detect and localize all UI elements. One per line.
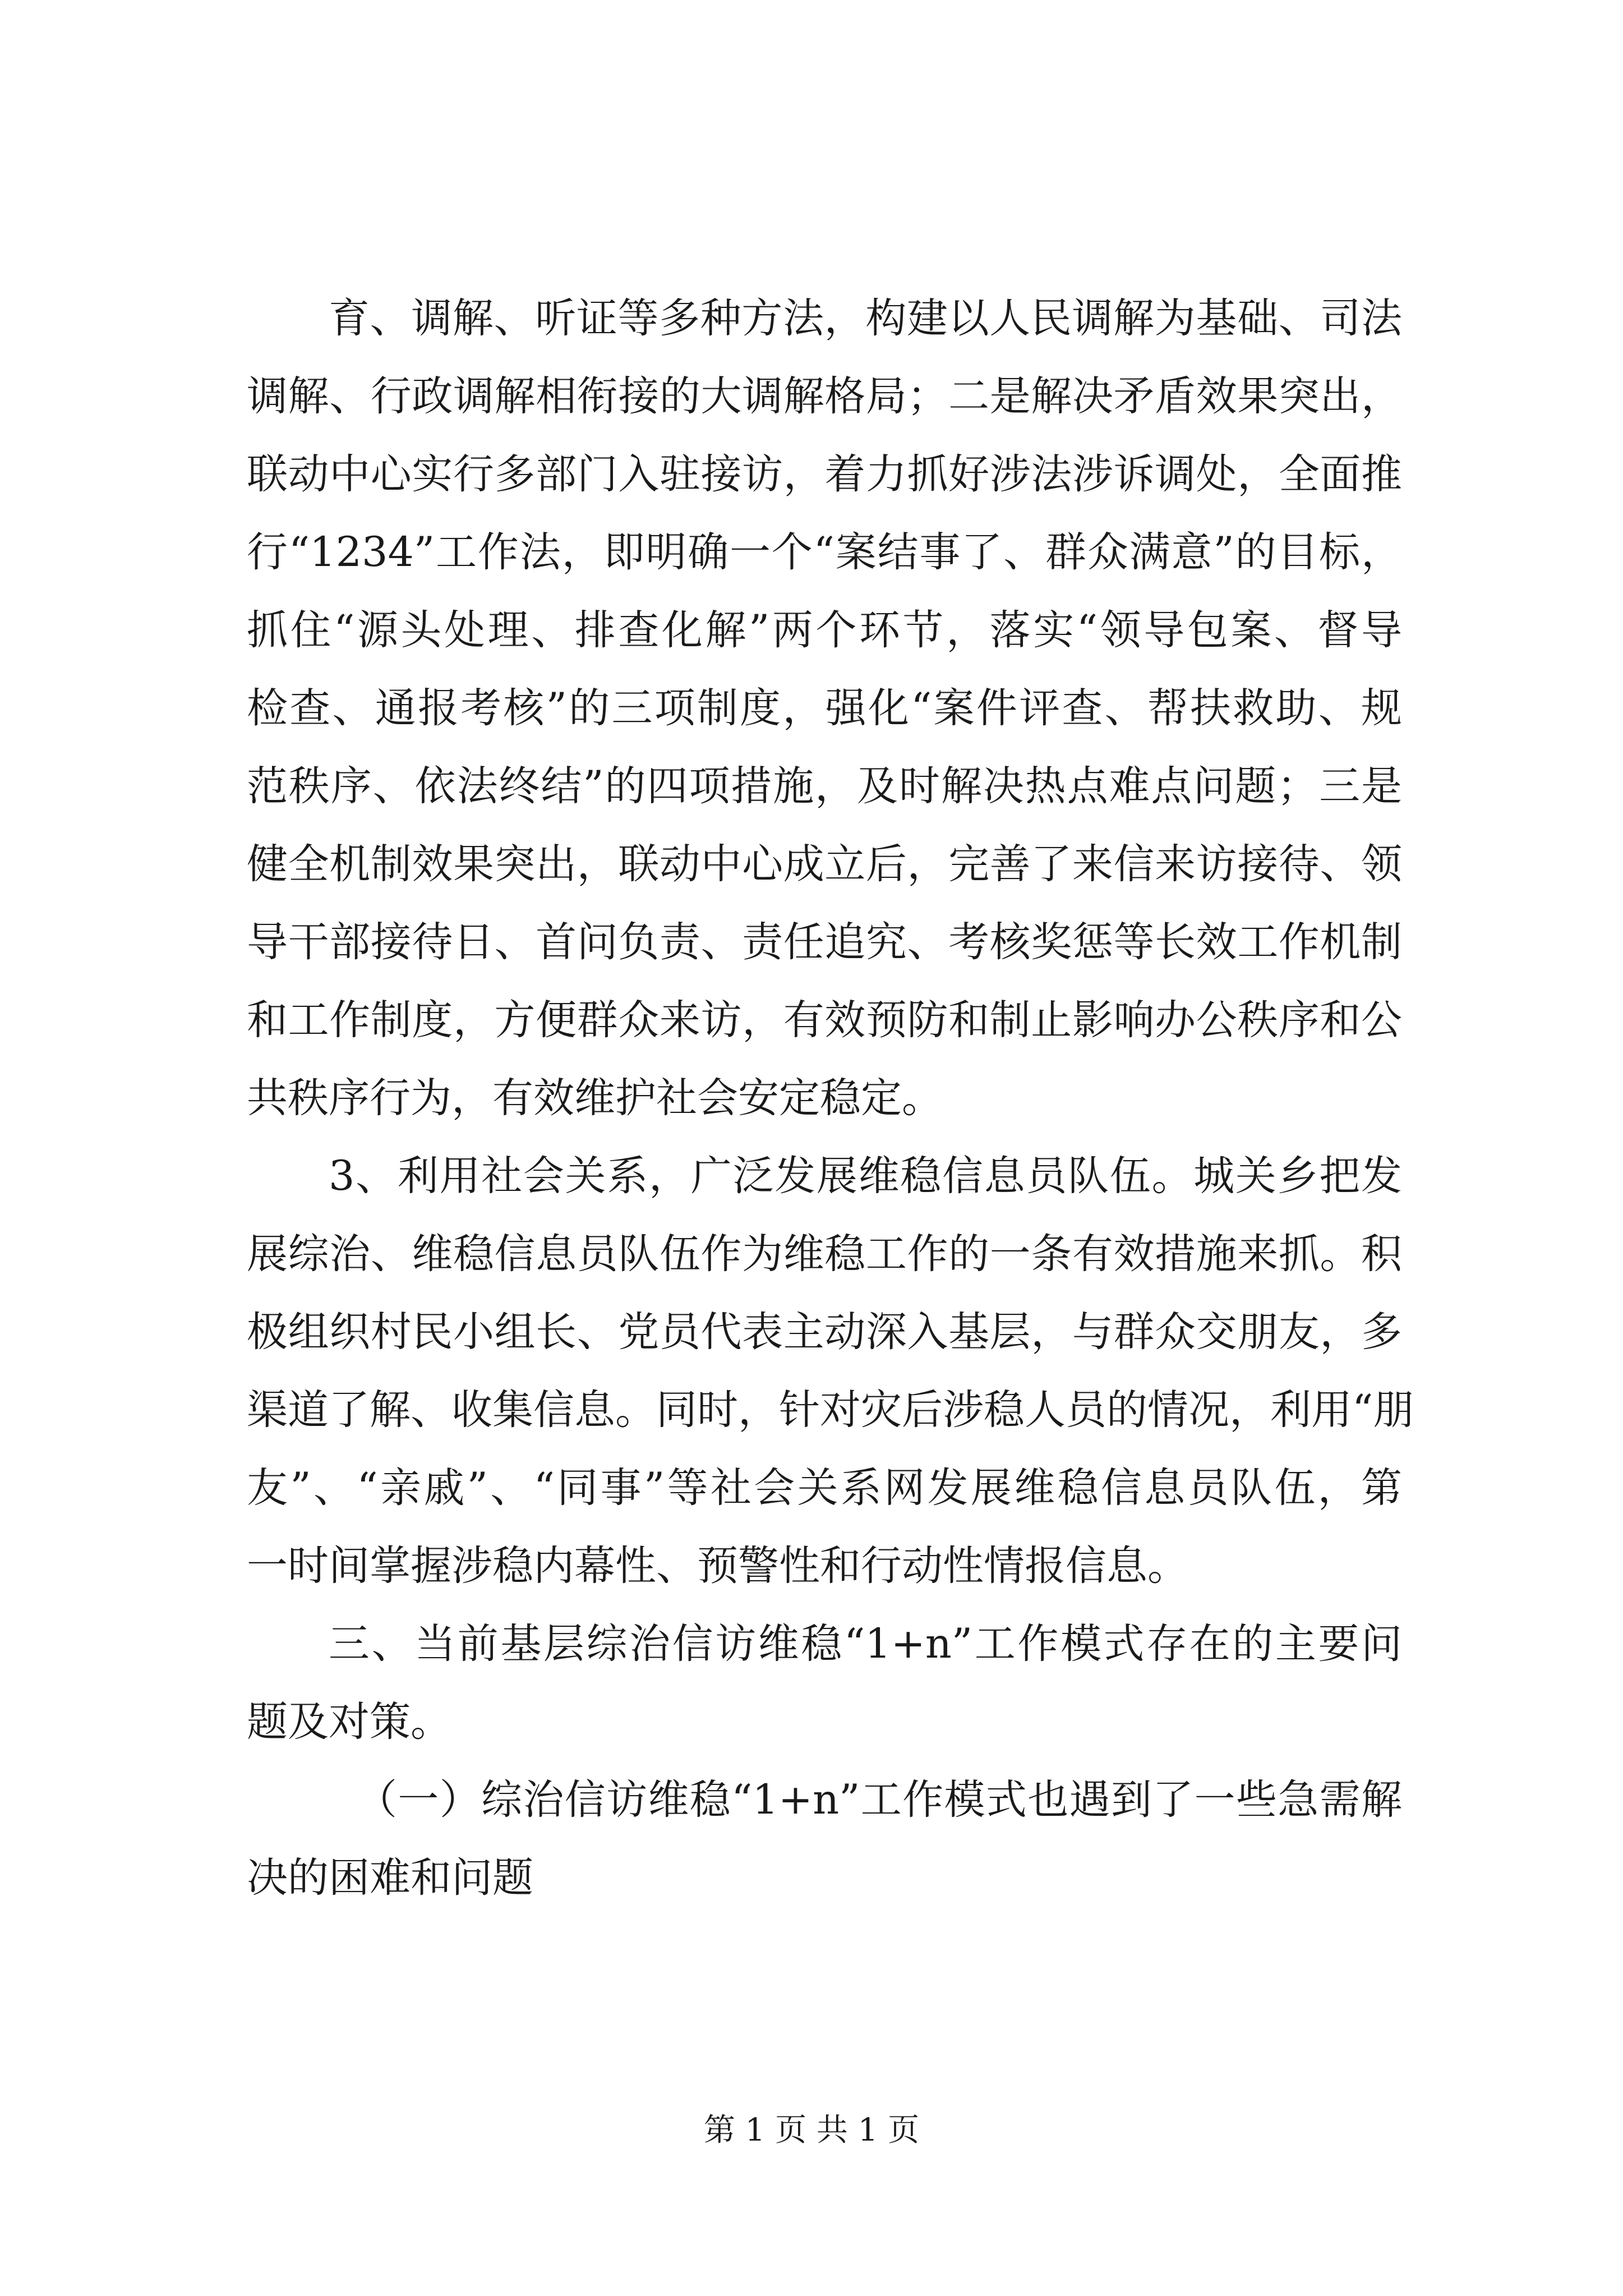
paragraph-1 [247,279,1402,1137]
text-line: 检查、通报考核”的三项制度，强化“案件评查、帮扶救助、规 [247,684,1402,732]
text-line: 联动中心实行多部门入驻接访，着力抓好涉法涉诉调处，全面推 [247,450,1402,498]
subsection-heading-line: （一）综治信访维稳“1+n”工作模式也遇到了一些急需解 [356,1776,1402,1824]
text-line: 范秩序、依法终结”的四项措施，及时解决热点难点问题；三是 [247,762,1402,810]
text-line: 导干部接待日、首问负责、责任追究、考核奖惩等长效工作机制 [247,918,1402,966]
text-line: 健全机制效果突出，联动中心成立后，完善了来信来访接待、领 [247,840,1402,888]
text-line: 3、利用社会关系，广泛发展维稳信息员队伍。城关乡把发 [329,1152,1402,1200]
section-heading-line: 三、当前基层综治信访维稳“1+n”工作模式存在的主要问 [329,1620,1402,1668]
text-line: 行“1234”工作法，即明确一个“案结事了、群众满意”的目标， [247,528,1402,576]
section-heading-line: 题及对策。 [247,1698,451,1746]
text-line: 和工作制度，方便群众来访，有效预防和制止影响办公秩序和公 [247,996,1402,1044]
text-line: 调解、行政调解相衔接的大调解格局；二是解决矛盾效果突出， [247,372,1402,420]
paragraph-4 [247,1761,1402,1917]
text-line: 育、调解、听证等多种方法，构建以人民调解为基础、司法 [329,295,1402,342]
text-line: 抓住“源头处理、排查化解”两个环节，落实“领导包案、督导 [247,606,1402,654]
paragraph-3 [247,1605,1402,1761]
text-line: 极组织村民小组长、党员代表主动深入基层，与群众交朋友，多 [247,1308,1402,1356]
page-footer: 第 1 页 共 1 页 [703,2112,920,2148]
text-line: 渠道了解、收集信息。同时，针对灾后涉稳人员的情况，利用“朋 [247,1386,1414,1434]
subsection-heading-line: 决的困难和问题 [247,1854,533,1902]
text-line: 一时间掌握涉稳内幕性、预警性和行动性情报信息。 [247,1542,1188,1590]
text-line: 友”、“亲戚”、“同事”等社会关系网发展维稳信息员队伍，第 [247,1464,1402,1512]
text-line: 展综治、维稳信息员队伍作为维稳工作的一条有效措施来抓。积 [247,1230,1402,1278]
document-body [247,279,1414,1917]
text-line: 共秩序行为，有效维护社会安定稳定。 [247,1074,943,1122]
paragraph-2 [247,1137,1414,1605]
